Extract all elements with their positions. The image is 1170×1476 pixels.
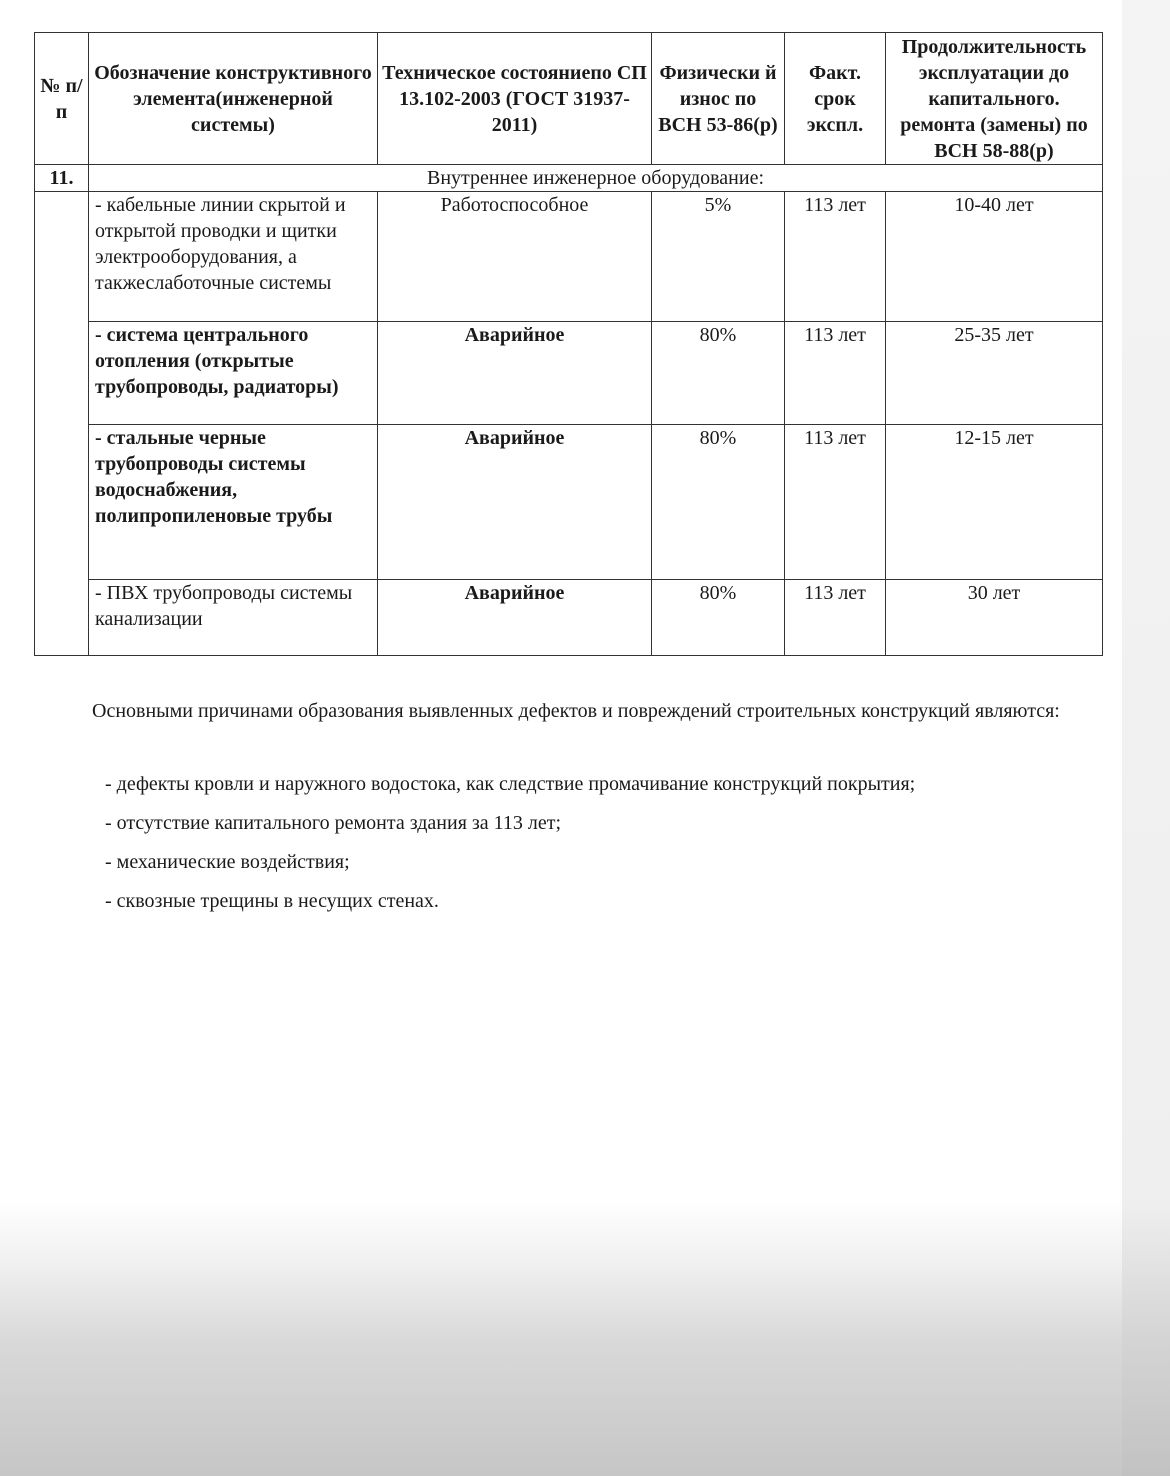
row-duration: 30 лет xyxy=(886,580,1103,656)
table-row xyxy=(35,425,1103,580)
table-row xyxy=(35,580,1103,656)
row-duration: 12-15 лет xyxy=(886,425,1103,580)
cause-item: - механические воздействия; xyxy=(105,851,350,873)
section-title: Внутреннее инженерное оборудование: xyxy=(89,165,1103,192)
cause-item: - сквозные трещины в несущих стенах. xyxy=(105,890,439,912)
num-cell-empty xyxy=(35,192,89,656)
table-row xyxy=(35,192,1103,322)
header-element-name: Обозначение конструктивного элемента(инженерной системы) xyxy=(89,33,378,165)
row-wear: 80% xyxy=(652,322,785,425)
row-wear: 80% xyxy=(652,580,785,656)
cause-item: - отсутствие капитального ремонта здания за 113 лет; xyxy=(105,812,562,834)
row-element-name: - кабельные линии скрытой и открытой проводки и щитки электрооборудования, а такжеслаботочные системы xyxy=(89,192,378,322)
causes-intro-paragraph: Основными причинами образования выявленных дефектов и повреждений строительных конструкций являются: xyxy=(92,700,1060,722)
row-term: 113 лет xyxy=(785,580,886,656)
row-state: Аварийное xyxy=(378,580,652,656)
header-repair-duration: Продолжительность эксплуатации до капитального. ремонта (замены) по ВСН 58-88(р) xyxy=(886,33,1103,165)
row-state: Работоспособное xyxy=(378,192,652,322)
section-number: 11. xyxy=(35,165,89,192)
header-technical-state: Техническое состояниепо СП 13.102-2003 (ГОСТ 31937-2011) xyxy=(378,33,652,165)
header-actual-term: Факт. срок экспл. xyxy=(785,33,886,165)
row-duration: 10-40 лет xyxy=(886,192,1103,322)
row-element-name: - стальные черные трубопроводы системы водоснабжения, полипропиленовые трубы xyxy=(89,425,378,580)
row-duration: 25-35 лет xyxy=(886,322,1103,425)
header-num: № п/п xyxy=(35,33,89,165)
table-header-row xyxy=(35,33,1103,165)
row-state: Аварийное xyxy=(378,425,652,580)
row-state: Аварийное xyxy=(378,322,652,425)
row-element-name: - система центрального отопления (открытые трубопроводы, радиаторы) xyxy=(89,322,378,425)
section-row xyxy=(35,165,1103,192)
row-term: 113 лет xyxy=(785,192,886,322)
technical-condition-table xyxy=(34,32,1103,656)
header-physical-wear: Физически й износ по ВСН 53-86(р) xyxy=(652,33,785,165)
row-element-name: - ПВХ трубопроводы системы канализации xyxy=(89,580,378,656)
row-wear: 80% xyxy=(652,425,785,580)
viewer-edge xyxy=(1122,0,1170,1476)
row-term: 113 лет xyxy=(785,322,886,425)
table-row xyxy=(35,322,1103,425)
row-term: 113 лет xyxy=(785,425,886,580)
row-wear: 5% xyxy=(652,192,785,322)
cause-item: - дефекты кровли и наружного водостока, как следствие промачивание конструкций покрытия; xyxy=(105,773,916,795)
